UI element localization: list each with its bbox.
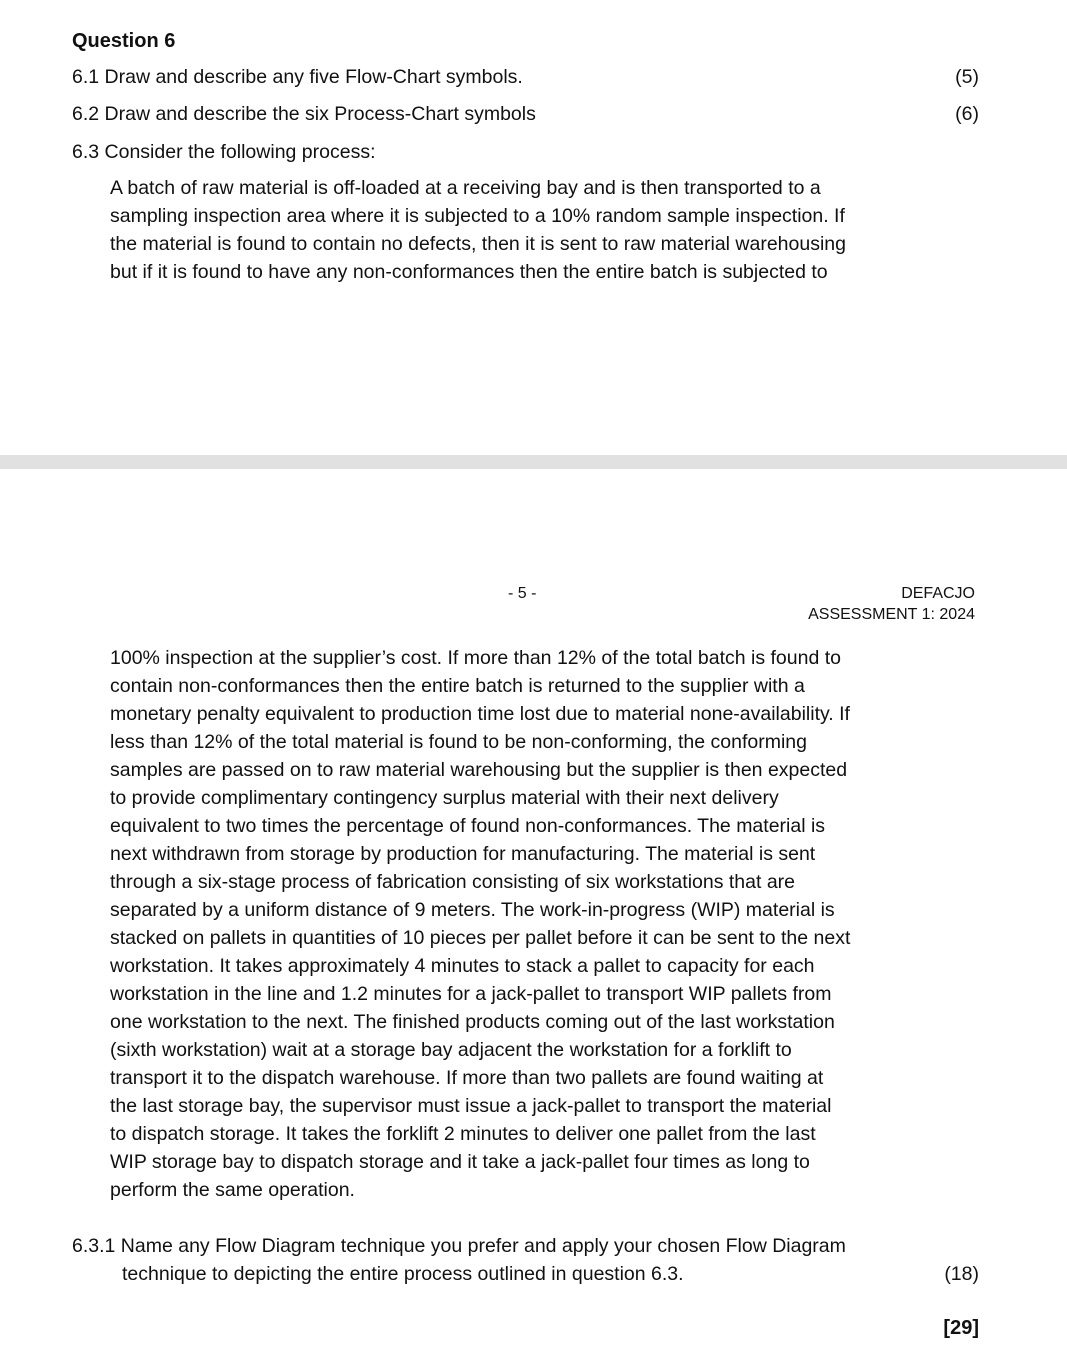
question-6-1-text: 6.1 Draw and describe any five Flow-Chart symbols. [72,66,523,88]
paragraph-line: monetary penalty equivalent to production time lost due to material none-availability. If [110,703,850,725]
question-6-3-1-text-line1: 6.3.1 Name any Flow Diagram technique you prefer and apply your chosen Flow Diagram [72,1235,846,1257]
question-6-2-text: 6.2 Draw and describe the six Process-Chart symbols [72,103,536,125]
header-assessment: ASSESSMENT 1: 2024 [808,606,975,623]
paragraph-line: equivalent to two times the percentage of found non-conformances. The material is [110,815,826,837]
paragraph-line: contain non-conformances then the entire batch is returned to the supplier with a [110,675,805,697]
paragraph-line: 100% inspection at the supplier’s cost. If more than 12% of the total batch is found to [110,647,841,669]
paragraph-line: workstation. It takes approximately 4 minutes to stack a pallet to capacity for each [110,955,815,977]
question-6-3-1-text-line2: technique to depicting the entire process outlined in question 6.3. [122,1263,684,1285]
paragraph-line: through a six-stage process of fabrication consisting of six workstations that are [110,871,796,893]
paragraph-line: stacked on pallets in quantities of 10 pieces per pallet before it can be sent to the next [110,927,851,949]
total-marks: [29] [943,1317,979,1339]
paragraph-line: perform the same operation. [110,1179,355,1201]
question-heading: Question 6 [72,30,176,52]
paragraph-line: to provide complimentary contingency surplus material with their next delivery [110,787,779,809]
paragraph-line: (sixth workstation) wait at a storage bay adjacent the workstation for a forklift to [110,1039,792,1061]
question-6-1-marks: (5) [955,66,979,88]
paragraph-line: but if it is found to have any non-conformances then the entire batch is subjected to [110,261,828,283]
paragraph-line: next withdrawn from storage by production for manufacturing. The material is sent [110,843,816,865]
paragraph-line: one workstation to the next. The finished products coming out of the last workstation [110,1011,835,1033]
paragraph-line: the material is found to contain no defects, then it is sent to raw material warehousing [110,233,846,255]
process-description-part2 [110,644,850,1204]
question-6-2-marks: (6) [955,103,979,125]
paragraph-line: A batch of raw material is off-loaded at a receiving bay and is then transported to a [110,177,821,199]
paragraph-line: the last storage bay, the supervisor must issue a jack-pallet to transport the material [110,1095,832,1117]
header-code: DEFACJO [901,585,975,602]
page-number: - 5 - [508,585,537,602]
page-break-divider [0,455,1067,469]
process-description-part1 [110,174,846,286]
paragraph-line: less than 12% of the total material is found to be non-conforming, the conforming [110,731,807,753]
paragraph-line: sampling inspection area where it is subjected to a 10% random sample inspection. If [110,205,845,227]
question-6-3-text: 6.3 Consider the following process: [72,141,376,163]
question-6-3-1-marks: (18) [944,1263,979,1285]
paragraph-line: to dispatch storage. It takes the forklift 2 minutes to deliver one pallet from the last [110,1123,816,1145]
paragraph-line: samples are passed on to raw material warehousing but the supplier is then expected [110,759,848,781]
paragraph-line: separated by a uniform distance of 9 meters. The work-in-progress (WIP) material is [110,899,835,921]
paragraph-line: workstation in the line and 1.2 minutes for a jack-pallet to transport WIP pallets from [110,983,832,1005]
paragraph-line: WIP storage bay to dispatch storage and it take a jack-pallet four times as long to [110,1151,810,1173]
paragraph-line: transport it to the dispatch warehouse. If more than two pallets are found waiting at [110,1067,824,1089]
